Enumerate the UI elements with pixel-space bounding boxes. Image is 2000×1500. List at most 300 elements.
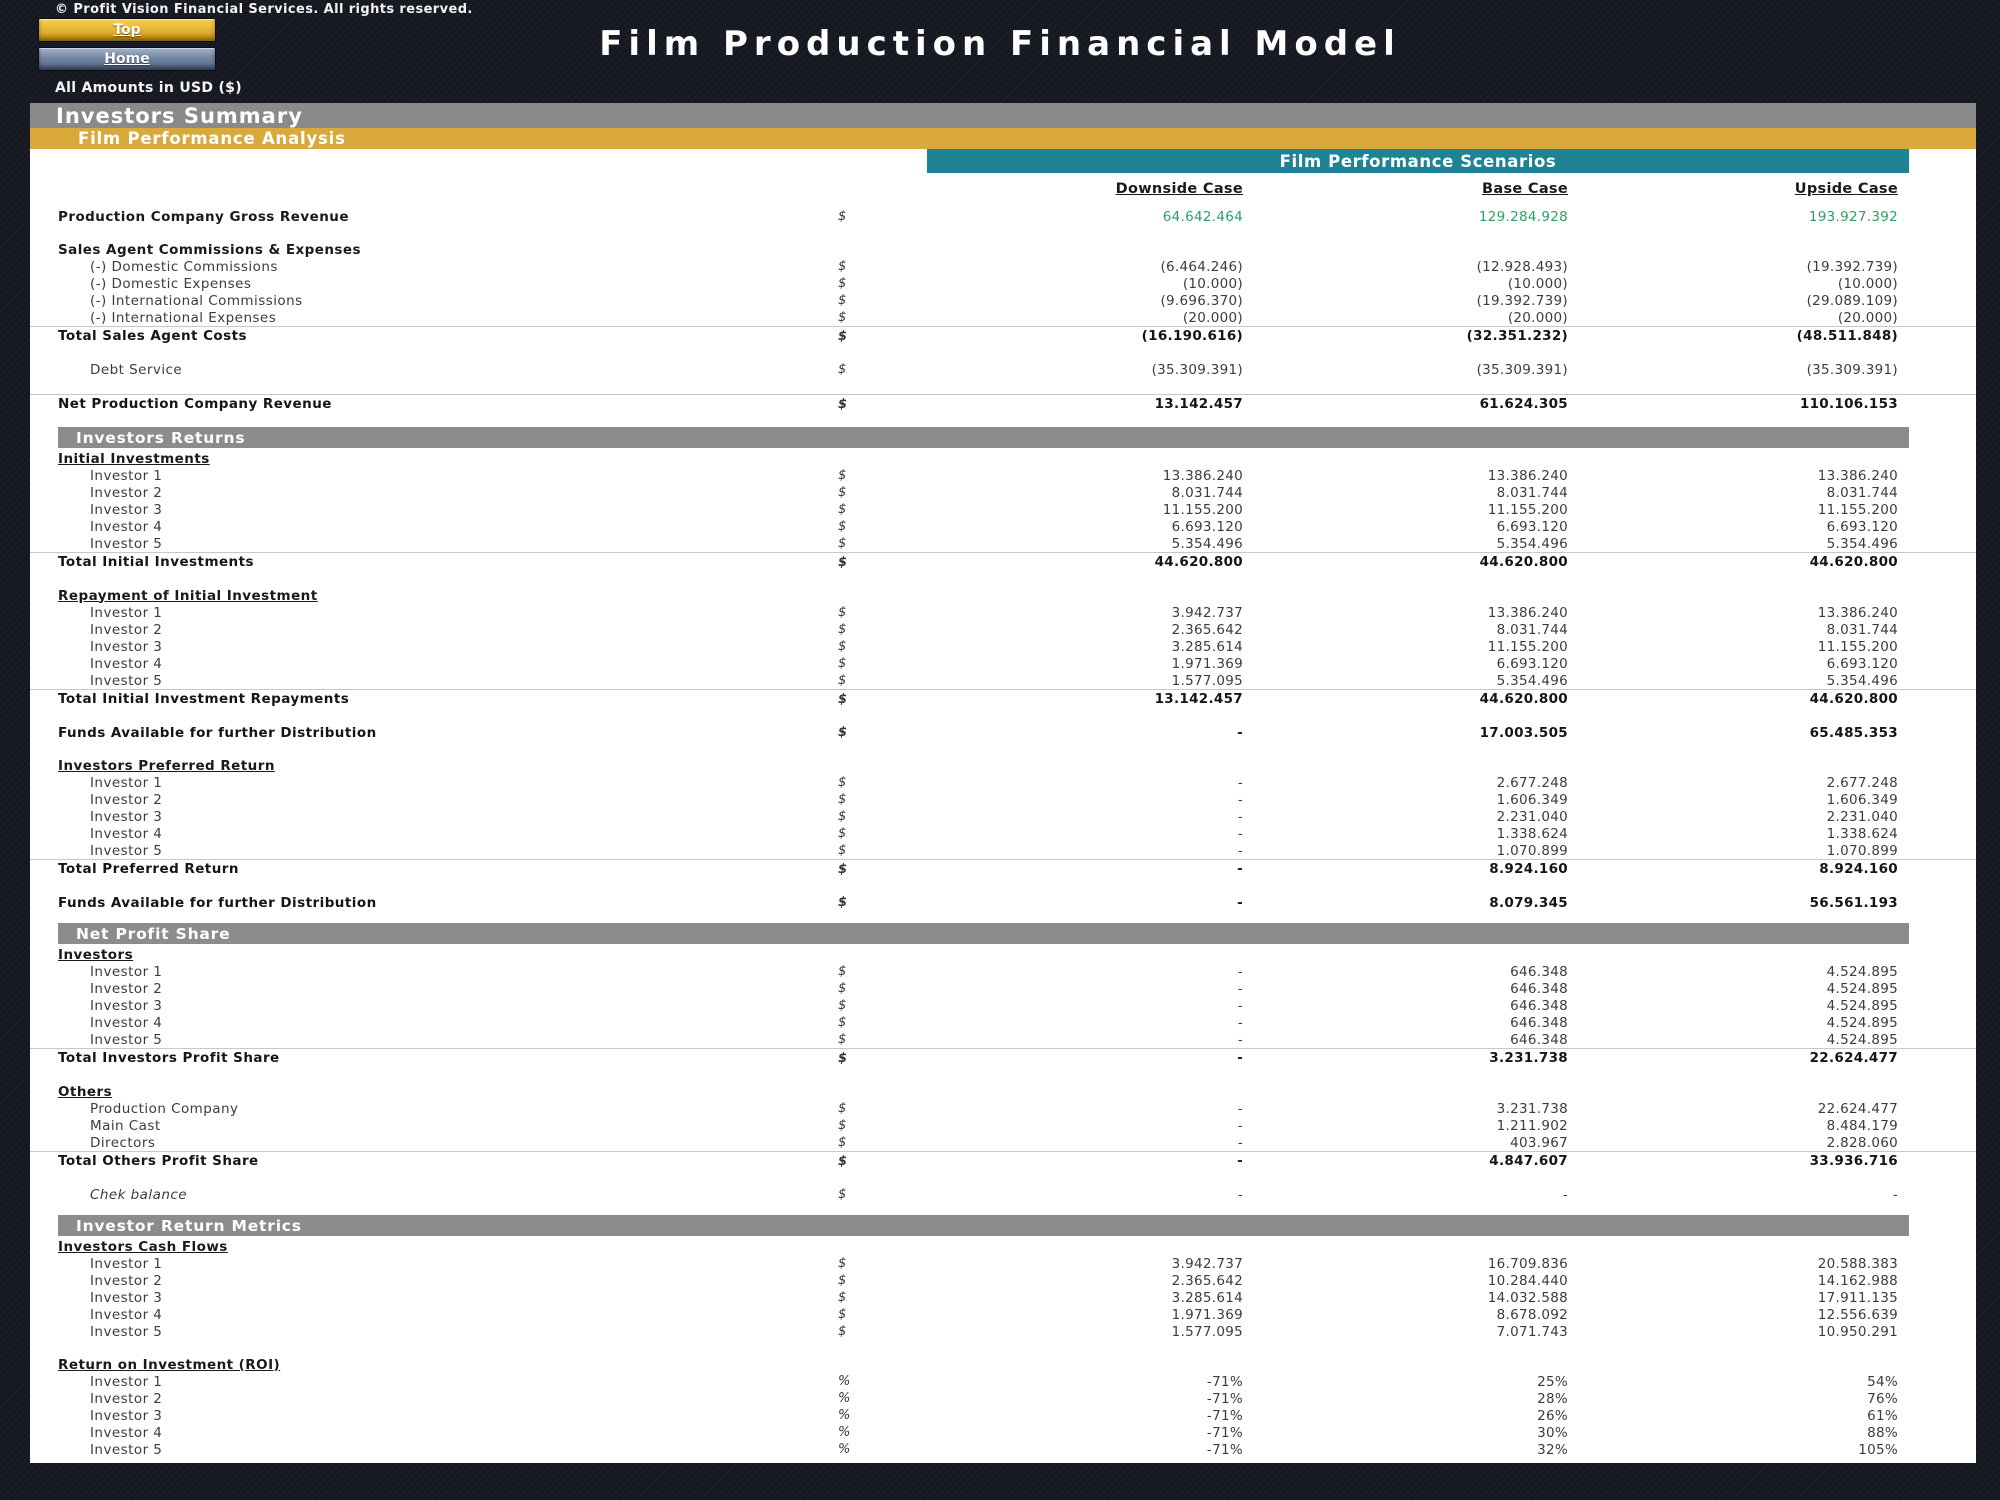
value-downside: -71%: [1206, 1373, 1243, 1390]
value-upside: 110.106.153: [1799, 396, 1898, 412]
value-base: 14.032.588: [1487, 1289, 1568, 1306]
row-label: Funds Available for further Distribution: [58, 724, 377, 741]
value-base: 17.003.505: [1479, 724, 1568, 741]
value-base: 11.155.200: [1487, 638, 1568, 655]
value-base: 646.348: [1510, 1014, 1568, 1031]
row-label: Investors Cash Flows: [58, 1238, 228, 1255]
unit-cell: $: [838, 1153, 848, 1169]
value-downside: -: [1237, 1031, 1243, 1048]
value-upside: 4.524.895: [1826, 997, 1898, 1014]
unit-cell: $: [838, 1032, 847, 1047]
table-row: [30, 672, 1976, 689]
value-downside: (10.000): [1182, 275, 1243, 292]
unit-cell: $: [838, 1135, 847, 1150]
value-base: 3.231.738: [1489, 1050, 1568, 1066]
table-row: [30, 774, 1976, 791]
value-upside: (35.309.391): [1806, 361, 1898, 378]
unit-cell: $: [838, 1256, 847, 1271]
value-downside: 3.285.614: [1171, 1289, 1243, 1306]
value-downside: -: [1237, 1186, 1243, 1203]
value-downside: 3.942.737: [1171, 604, 1243, 621]
spacer-row: [30, 911, 1976, 921]
value-upside: (20.000): [1837, 309, 1898, 326]
row-label: Investor 1: [90, 1373, 163, 1390]
unit-cell: $: [838, 843, 847, 858]
row-label: Funds Available for further Distribution: [58, 894, 377, 911]
value-downside: -71%: [1206, 1390, 1243, 1407]
table-row: [30, 1083, 1976, 1100]
value-base: 4.847.607: [1489, 1153, 1568, 1169]
table-row: [30, 1031, 1976, 1048]
value-base: 16.709.836: [1487, 1255, 1568, 1272]
value-base: 1.338.624: [1496, 825, 1568, 842]
value-downside: 3.285.614: [1171, 638, 1243, 655]
table-row: [30, 757, 1976, 774]
table-row: [30, 638, 1976, 655]
table-row: [30, 535, 1976, 552]
column-header-downside: Downside Case: [1115, 181, 1243, 197]
value-upside: 8.031.744: [1826, 621, 1898, 638]
value-downside: -: [1237, 980, 1243, 997]
value-base: 28%: [1537, 1390, 1568, 1407]
table-row: [30, 621, 1976, 638]
table-row: [30, 791, 1976, 808]
value-upside: 13.386.240: [1817, 604, 1898, 621]
unit-cell: $: [838, 1307, 847, 1322]
value-downside: 13.142.457: [1154, 691, 1243, 707]
row-label: Investor 5: [90, 842, 163, 859]
table-row: [30, 1356, 1976, 1373]
value-downside: 3.942.737: [1171, 1255, 1243, 1272]
value-downside: (20.000): [1182, 309, 1243, 326]
row-label: Main Cast: [90, 1117, 161, 1134]
table-row: [30, 450, 1976, 467]
spacer-row: [30, 413, 1976, 425]
value-downside: -: [1237, 1153, 1243, 1169]
table-row: [30, 894, 1976, 911]
value-upside: 8.484.179: [1826, 1117, 1898, 1134]
value-base: 129.284.928: [1478, 208, 1568, 225]
value-base: -: [1562, 1186, 1568, 1203]
unit-cell: %: [838, 1391, 851, 1406]
value-downside: 2.365.642: [1171, 621, 1243, 638]
row-label: Investor 2: [90, 1390, 163, 1407]
row-label: Others: [58, 1083, 113, 1100]
table-row: [30, 208, 1976, 225]
worksheet: [30, 149, 1976, 1463]
table-row: [30, 859, 1976, 878]
value-base: 10.284.440: [1487, 1272, 1568, 1289]
value-upside: 6.693.120: [1826, 518, 1898, 535]
unit-cell: $: [838, 792, 847, 807]
unit-cell: $: [838, 1118, 847, 1133]
value-upside: 11.155.200: [1817, 501, 1898, 518]
row-label: Net Production Company Revenue: [58, 396, 332, 412]
value-downside: -: [1237, 808, 1243, 825]
value-upside: 33.936.716: [1809, 1153, 1898, 1169]
spacer-row: [30, 741, 1976, 757]
value-downside: -: [1237, 842, 1243, 859]
column-headers-row: [30, 173, 1976, 200]
unit-cell: $: [838, 1290, 847, 1305]
row-label: Investor 2: [90, 621, 163, 638]
unit-cell: $: [838, 826, 847, 841]
table-row: [30, 808, 1976, 825]
value-upside: (19.392.739): [1806, 258, 1898, 275]
value-downside: 11.155.200: [1162, 501, 1243, 518]
unit-cell: $: [838, 276, 847, 291]
value-upside: 4.524.895: [1826, 1014, 1898, 1031]
value-downside: 2.365.642: [1171, 1272, 1243, 1289]
value-base: (19.392.739): [1476, 292, 1568, 309]
value-base: 25%: [1537, 1373, 1568, 1390]
value-downside: 1.577.095: [1171, 1323, 1243, 1340]
value-base: (10.000): [1507, 275, 1568, 292]
value-base: 6.693.120: [1496, 655, 1568, 672]
value-downside: -: [1237, 997, 1243, 1014]
row-label: Investor 3: [90, 997, 163, 1014]
row-label: Chek balance: [90, 1186, 187, 1203]
value-downside: -: [1237, 1050, 1243, 1066]
value-upside: 8.924.160: [1819, 861, 1898, 877]
unit-cell: $: [838, 1187, 847, 1202]
table-row: [30, 1048, 1976, 1067]
value-base: 5.354.496: [1496, 672, 1568, 689]
value-base: (32.351.232): [1466, 328, 1568, 344]
value-upside: 105%: [1858, 1441, 1898, 1458]
unit-cell: $: [838, 981, 847, 996]
table-row: [30, 825, 1976, 842]
investors-summary-bar: Investors Summary: [30, 103, 1976, 128]
unit-cell: $: [838, 639, 847, 654]
value-upside: 14.162.988: [1817, 1272, 1898, 1289]
value-downside: (35.309.391): [1151, 361, 1243, 378]
unit-cell: $: [838, 673, 847, 688]
row-label: Investor 4: [90, 518, 163, 535]
unit-cell: $: [838, 536, 847, 551]
value-upside: 4.524.895: [1826, 980, 1898, 997]
table-row: [30, 946, 1976, 963]
table-row: [30, 655, 1976, 672]
value-downside: (6.464.246): [1160, 258, 1243, 275]
value-downside: -71%: [1206, 1424, 1243, 1441]
unit-cell: $: [838, 998, 847, 1013]
row-label: Investor 1: [90, 467, 163, 484]
table-row: [30, 1100, 1976, 1117]
row-label: Sales Agent Commissions & Expenses: [58, 241, 362, 258]
row-label: (-) Domestic Expenses: [90, 275, 252, 292]
value-upside: 56.561.193: [1809, 894, 1898, 911]
value-upside: -: [1892, 1186, 1898, 1203]
row-label: Investor 5: [90, 1031, 163, 1048]
table-row: [30, 587, 1976, 604]
value-base: 2.231.040: [1496, 808, 1568, 825]
value-downside: -: [1237, 1100, 1243, 1117]
unit-cell: $: [838, 656, 847, 671]
value-downside: 8.031.744: [1171, 484, 1243, 501]
value-upside: 22.624.477: [1817, 1100, 1898, 1117]
table-row: [30, 604, 1976, 621]
row-label: Directors: [90, 1134, 156, 1151]
table-row: [30, 1134, 1976, 1151]
table-row: [30, 326, 1976, 345]
value-upside: 44.620.800: [1809, 554, 1898, 570]
table-row: [30, 1151, 1976, 1170]
value-upside: 193.927.392: [1808, 208, 1898, 225]
spacer-row: [30, 878, 1976, 894]
value-downside: 5.354.496: [1171, 535, 1243, 552]
value-base: 1.211.902: [1496, 1117, 1568, 1134]
unit-cell: $: [838, 293, 847, 308]
table-row: [30, 501, 1976, 518]
table-row: [30, 1407, 1976, 1424]
value-downside: -: [1237, 724, 1243, 741]
table-row: [30, 309, 1976, 326]
table-row: [30, 1289, 1976, 1306]
table-row: [30, 467, 1976, 484]
value-base: 26%: [1537, 1407, 1568, 1424]
value-upside: 13.386.240: [1817, 467, 1898, 484]
value-upside: 5.354.496: [1826, 535, 1898, 552]
value-base: 3.231.738: [1496, 1100, 1568, 1117]
table-row: [30, 361, 1976, 378]
row-label: Investor 3: [90, 808, 163, 825]
value-base: 1.070.899: [1496, 842, 1568, 859]
value-upside: 5.354.496: [1826, 672, 1898, 689]
row-label: Debt Service: [90, 361, 183, 378]
value-upside: 76%: [1867, 1390, 1898, 1407]
value-upside: 88%: [1867, 1424, 1898, 1441]
row-label: Investor 2: [90, 791, 163, 808]
value-base: 8.079.345: [1489, 894, 1568, 911]
table-row: [30, 258, 1976, 275]
unit-cell: $: [838, 396, 848, 412]
row-label: Investor 3: [90, 1407, 163, 1424]
row-label: Total Sales Agent Costs: [58, 328, 248, 344]
value-downside: -: [1237, 861, 1243, 877]
unit-cell: $: [838, 605, 847, 620]
value-downside: -: [1237, 894, 1243, 911]
value-upside: 65.485.353: [1809, 724, 1898, 741]
value-base: 32%: [1537, 1441, 1568, 1458]
top-button[interactable]: Top: [38, 18, 216, 42]
row-label: Repayment of Initial Investment: [58, 587, 318, 604]
unit-cell: $: [838, 362, 847, 377]
row-label: Production Company Gross Revenue: [58, 208, 349, 225]
spacer-row: [30, 225, 1976, 241]
unit-cell: $: [838, 809, 847, 824]
value-base: 2.677.248: [1496, 774, 1568, 791]
value-downside: -: [1237, 774, 1243, 791]
row-label: (-) International Commissions: [90, 292, 303, 309]
unit-cell: $: [838, 895, 848, 910]
unit-cell: %: [838, 1374, 851, 1389]
table-row: [30, 1238, 1976, 1255]
unit-cell: $: [838, 502, 847, 517]
table-row: [30, 394, 1976, 413]
value-upside: (10.000): [1837, 275, 1898, 292]
value-base: 44.620.800: [1479, 554, 1568, 570]
value-base: 6.693.120: [1496, 518, 1568, 535]
home-button[interactable]: Home: [38, 47, 216, 71]
value-downside: 64.642.464: [1162, 208, 1243, 225]
table-row: [30, 484, 1976, 501]
unit-cell: $: [838, 485, 847, 500]
row-label: Initial Investments: [58, 450, 210, 467]
row-label: Investors: [58, 946, 134, 963]
scenario-header-band: Film Performance Scenarios: [927, 149, 1909, 173]
value-upside: 12.556.639: [1817, 1306, 1898, 1323]
section-header-bar: Investor Return Metrics: [58, 1215, 1909, 1236]
table-row: [30, 724, 1976, 741]
value-upside: 11.155.200: [1817, 638, 1898, 655]
unit-cell: %: [838, 1442, 851, 1457]
unit-cell: $: [838, 468, 847, 483]
value-upside: 44.620.800: [1809, 691, 1898, 707]
row-label: Total Others Profit Share: [58, 1153, 259, 1169]
row-label: Total Initial Investment Repayments: [58, 691, 350, 707]
value-base: (12.928.493): [1476, 258, 1568, 275]
value-upside: 6.693.120: [1826, 655, 1898, 672]
value-downside: -: [1237, 1134, 1243, 1151]
value-upside: 10.950.291: [1817, 1323, 1898, 1340]
table-row: [30, 1255, 1976, 1272]
unit-cell: %: [838, 1425, 851, 1440]
value-upside: 22.624.477: [1809, 1050, 1898, 1066]
row-label: Investor 5: [90, 1323, 163, 1340]
value-base: 5.354.496: [1496, 535, 1568, 552]
value-upside: 1.606.349: [1826, 791, 1898, 808]
row-label: Production Company: [90, 1100, 239, 1117]
table-row: [30, 1390, 1976, 1407]
value-base: 646.348: [1510, 980, 1568, 997]
table-body: [30, 200, 1976, 1458]
value-downside: 13.386.240: [1162, 467, 1243, 484]
value-upside: 54%: [1867, 1373, 1898, 1390]
value-upside: 1.338.624: [1826, 825, 1898, 842]
spacer-row: [30, 200, 1976, 208]
unit-cell: $: [838, 1101, 847, 1116]
value-upside: 4.524.895: [1826, 963, 1898, 980]
column-header-upside: Upside Case: [1794, 181, 1898, 197]
value-downside: 1.577.095: [1171, 672, 1243, 689]
value-upside: (29.089.109): [1806, 292, 1898, 309]
value-downside: 1.971.369: [1171, 655, 1243, 672]
unit-cell: $: [838, 861, 848, 877]
unit-cell: $: [838, 725, 848, 740]
value-base: 8.031.744: [1496, 621, 1568, 638]
row-label: Investor 5: [90, 535, 163, 552]
value-base: 8.031.744: [1496, 484, 1568, 501]
spacer-row: [30, 345, 1976, 361]
unit-cell: $: [838, 622, 847, 637]
spacer-row: [30, 1203, 1976, 1213]
unit-cell: $: [838, 1273, 847, 1288]
row-label: Return on Investment (ROI): [58, 1356, 281, 1373]
value-downside: 13.142.457: [1154, 396, 1243, 412]
row-label: Investor 2: [90, 1272, 163, 1289]
value-base: 30%: [1537, 1424, 1568, 1441]
unit-cell: $: [838, 554, 848, 570]
value-base: 646.348: [1510, 1031, 1568, 1048]
row-label: Investors Preferred Return: [58, 757, 275, 774]
unit-cell: %: [838, 1408, 851, 1423]
row-label: Investor 1: [90, 963, 163, 980]
table-row: [30, 1373, 1976, 1390]
row-label: Investor 3: [90, 1289, 163, 1306]
film-performance-analysis-bar: Film Performance Analysis: [30, 128, 1976, 149]
table-row: [30, 241, 1976, 258]
unit-cell: $: [838, 519, 847, 534]
row-label: (-) Domestic Commissions: [90, 258, 278, 275]
row-label: Total Investors Profit Share: [58, 1050, 280, 1066]
row-label: Investor 3: [90, 501, 163, 518]
row-label: Investor 3: [90, 638, 163, 655]
value-base: 646.348: [1510, 963, 1568, 980]
row-label: Investor 1: [90, 1255, 163, 1272]
value-downside: 6.693.120: [1171, 518, 1243, 535]
row-label: Investor 4: [90, 1306, 163, 1323]
value-downside: -: [1237, 1014, 1243, 1031]
unit-cell: $: [838, 1050, 848, 1066]
value-upside: 20.588.383: [1817, 1255, 1898, 1272]
value-upside: 2.828.060: [1826, 1134, 1898, 1151]
row-label: Total Preferred Return: [58, 861, 239, 877]
value-upside: 8.031.744: [1826, 484, 1898, 501]
spacer-row: [30, 708, 1976, 724]
value-base: 8.678.092: [1496, 1306, 1568, 1323]
value-downside: 44.620.800: [1154, 554, 1243, 570]
table-row: [30, 1014, 1976, 1031]
value-base: 1.606.349: [1496, 791, 1568, 808]
value-base: 61.624.305: [1479, 396, 1568, 412]
unit-cell: $: [838, 964, 847, 979]
row-label: Investor 1: [90, 774, 163, 791]
value-downside: -71%: [1206, 1441, 1243, 1458]
row-label: Investor 4: [90, 825, 163, 842]
unit-cell: $: [838, 328, 848, 344]
value-upside: 2.677.248: [1826, 774, 1898, 791]
row-label: Total Initial Investments: [58, 554, 255, 570]
row-label: (-) International Expenses: [90, 309, 277, 326]
spacer-row: [30, 571, 1976, 587]
row-label: Investor 5: [90, 1441, 163, 1458]
value-base: (35.309.391): [1476, 361, 1568, 378]
value-downside: 1.971.369: [1171, 1306, 1243, 1323]
spacer-row: [30, 1170, 1976, 1186]
table-row: [30, 275, 1976, 292]
row-label: Investor 4: [90, 1424, 163, 1441]
value-base: 44.620.800: [1479, 691, 1568, 707]
unit-cell: $: [838, 775, 847, 790]
table-row: [30, 963, 1976, 980]
value-upside: 17.911.135: [1817, 1289, 1898, 1306]
table-row: [30, 1306, 1976, 1323]
value-upside: 4.524.895: [1826, 1031, 1898, 1048]
table-row: [30, 1186, 1976, 1203]
table-row: [30, 997, 1976, 1014]
table-row: [30, 842, 1976, 859]
unit-cell: $: [838, 259, 847, 274]
value-downside: -: [1237, 1117, 1243, 1134]
value-downside: -71%: [1206, 1407, 1243, 1424]
value-base: 11.155.200: [1487, 501, 1568, 518]
page-title: Film Production Financial Model: [599, 24, 1401, 64]
row-label: Investor 2: [90, 980, 163, 997]
value-upside: 61%: [1867, 1407, 1898, 1424]
value-downside: (9.696.370): [1160, 292, 1243, 309]
currency-note: All Amounts in USD ($): [55, 80, 242, 96]
